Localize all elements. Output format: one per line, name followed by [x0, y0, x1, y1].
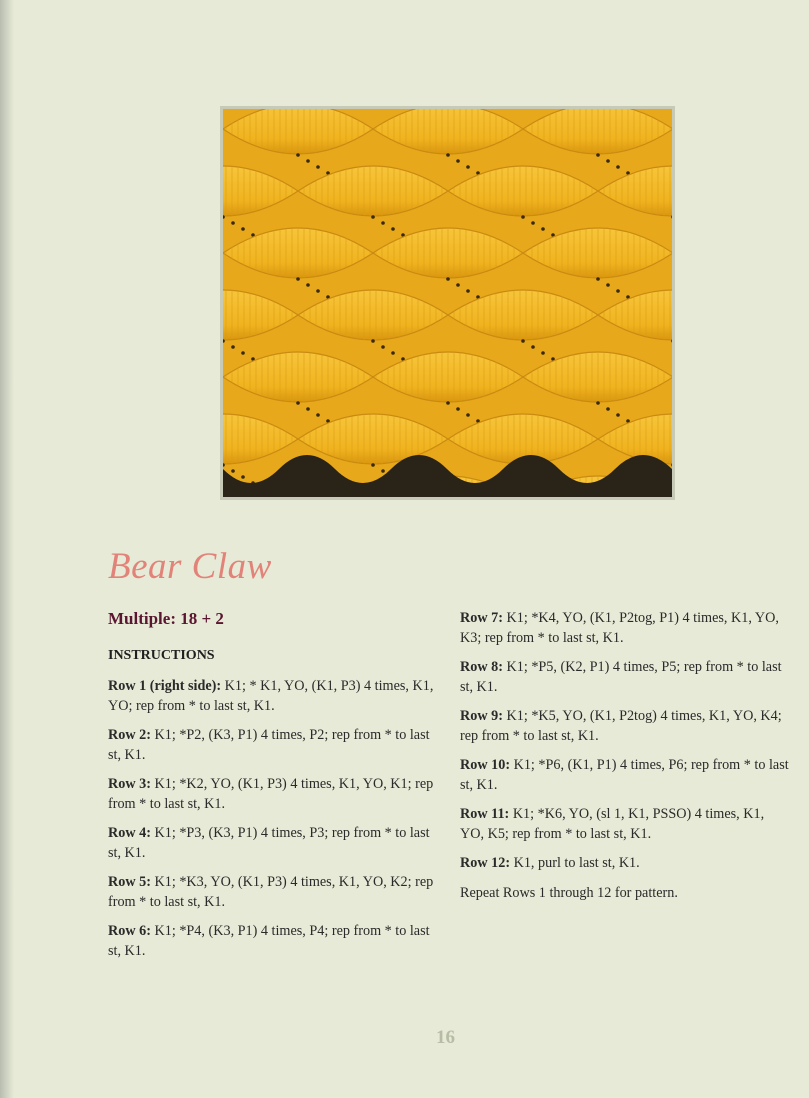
row-text: K1; *P4, (K3, P1) 4 times, P4; rep from * to last st, K1.	[108, 923, 430, 959]
row-text: K1; *P2, (K3, P1) 4 times, P2; rep from * to last st, K1.	[108, 727, 430, 763]
eyelet-hole	[616, 289, 620, 293]
eyelet-hole	[531, 221, 535, 225]
eyelet-hole	[296, 277, 300, 281]
row-label: Row 5:	[108, 874, 151, 890]
eyelet-hole	[606, 159, 610, 163]
page-edge-shadow	[0, 0, 14, 1098]
row-label: Row 1 (right side):	[108, 678, 222, 694]
eyelet-hole	[381, 469, 385, 473]
knit-swatch-photo	[220, 106, 675, 500]
eyelet-hole	[371, 463, 375, 467]
eyelet-hole	[316, 289, 320, 293]
row-label: Row 4:	[108, 825, 151, 841]
row-text: Repeat Rows 1 through 12 for pattern.	[460, 884, 678, 901]
stitch-multiple: Multiple: 18 + 2	[108, 609, 224, 628]
row-label: Row 12:	[460, 855, 511, 871]
eyelet-hole	[466, 165, 470, 169]
row-instruction	[460, 609, 790, 648]
row-instruction	[460, 854, 790, 874]
eyelet-hole	[241, 351, 245, 355]
row-instruction	[108, 677, 438, 716]
eyelet-hole	[531, 345, 535, 349]
eyelet-hole	[466, 289, 470, 293]
row-text: K1; *P6, (K1, P1) 4 times, P6; rep from * to last st, K1.	[460, 757, 789, 793]
row-text: K1; *K4, YO, (K1, P2tog, P1) 4 times, K1, YO, K3; rep from * to last st, K1.	[460, 610, 779, 646]
eyelet-hole	[616, 165, 620, 169]
eyelet-hole	[456, 159, 460, 163]
eyelet-hole	[596, 401, 600, 405]
eyelet-hole	[521, 339, 525, 343]
instructions-heading: INSTRUCTIONS	[108, 648, 215, 663]
eyelet-hole	[541, 351, 545, 355]
page-number: 16	[436, 1027, 455, 1048]
eyelet-hole	[381, 345, 385, 349]
eyelet-hole	[371, 339, 375, 343]
eyelet-hole	[231, 345, 235, 349]
row-text: K1; *K2, YO, (K1, P3) 4 times, K1, YO, K1; rep from * to last st, K1.	[108, 776, 434, 812]
row-text: K1; *P5, (K2, P1) 4 times, P5; rep from * to last st, K1.	[460, 659, 782, 695]
eyelet-hole	[521, 215, 525, 219]
row-label: Row 7:	[460, 610, 503, 626]
row-instruction	[108, 824, 438, 863]
eyelet-hole	[296, 401, 300, 405]
row-instruction	[460, 756, 790, 795]
row-instruction	[460, 658, 790, 697]
eyelet-hole	[456, 283, 460, 287]
eyelet-hole	[606, 283, 610, 287]
eyelet-hole	[596, 153, 600, 157]
row-instruction	[460, 805, 790, 844]
eyelet-hole	[381, 221, 385, 225]
eyelet-hole	[306, 283, 310, 287]
eyelet-hole	[466, 413, 470, 417]
row-text: K1; *K5, YO, (K1, P2tog) 4 times, K1, YO, K4; rep from * to last st, K1.	[460, 708, 782, 744]
eyelet-hole	[446, 277, 450, 281]
row-text: K1; *K6, YO, (sl 1, K1, PSSO) 4 times, K1, YO, K5; rep from * to last st, K1.	[460, 806, 765, 842]
eyelet-hole	[596, 277, 600, 281]
eyelet-hole	[446, 401, 450, 405]
instructions-left-column	[108, 677, 438, 971]
row-instruction	[108, 775, 438, 814]
repeat-note	[460, 884, 790, 904]
eyelet-hole	[541, 227, 545, 231]
eyelet-hole	[241, 227, 245, 231]
row-text: K1; *P3, (K3, P1) 4 times, P3; rep from * to last st, K1.	[108, 825, 430, 861]
row-label: Row 8:	[460, 659, 503, 675]
row-text: K1, purl to last st, K1.	[510, 855, 640, 871]
eyelet-hole	[231, 221, 235, 225]
row-label: Row 2:	[108, 727, 151, 743]
row-text: K1; * K1, YO, (K1, P3) 4 times, K1, YO; rep from * to last st, K1.	[108, 678, 434, 714]
eyelet-hole	[316, 165, 320, 169]
eyelet-hole	[296, 153, 300, 157]
eyelet-hole	[231, 469, 235, 473]
eyelet-hole	[241, 475, 245, 479]
row-instruction	[108, 922, 438, 961]
row-label: Row 9:	[460, 708, 503, 724]
row-text: K1; *K3, YO, (K1, P3) 4 times, K1, YO, K2; rep from * to last st, K1.	[108, 874, 434, 910]
row-label: Row 3:	[108, 776, 151, 792]
eyelet-hole	[391, 351, 395, 355]
row-label: Row 11:	[460, 806, 510, 822]
eyelet-hole	[616, 413, 620, 417]
eyelet-hole	[316, 413, 320, 417]
eyelet-hole	[606, 407, 610, 411]
eyelet-hole	[391, 227, 395, 231]
row-instruction	[108, 726, 438, 765]
row-label: Row 6:	[108, 923, 151, 939]
eyelet-hole	[456, 407, 460, 411]
eyelet-hole	[306, 407, 310, 411]
eyelet-hole	[446, 153, 450, 157]
instructions-right-column	[460, 609, 790, 913]
row-instruction	[108, 873, 438, 912]
row-instruction	[460, 707, 790, 746]
row-label: Row 10:	[460, 757, 511, 773]
pattern-title: Bear Claw	[108, 546, 272, 587]
eyelet-hole	[371, 215, 375, 219]
eyelet-hole	[306, 159, 310, 163]
